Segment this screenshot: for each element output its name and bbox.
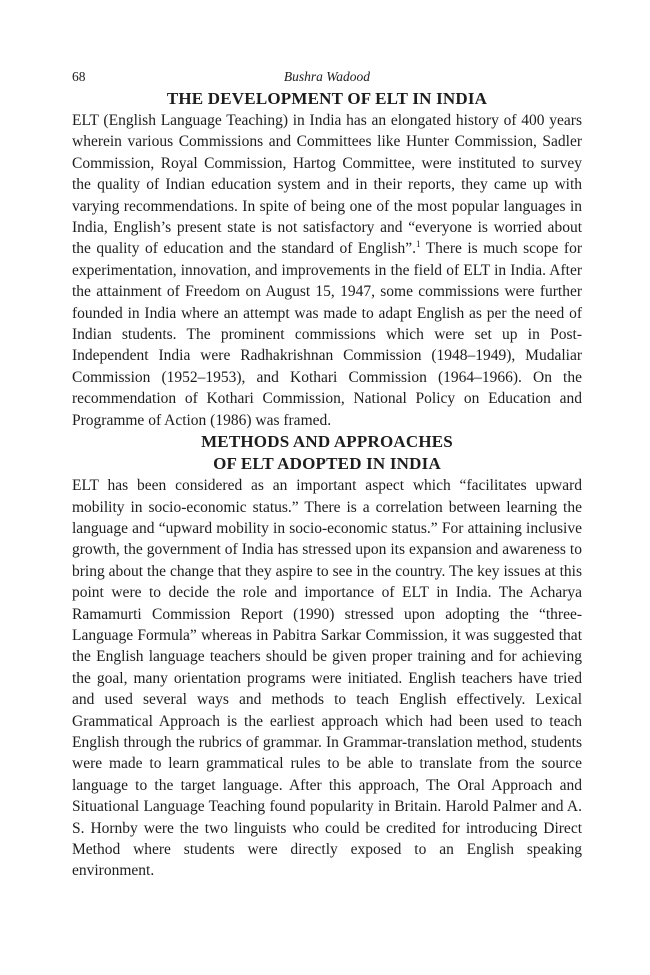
- page-number: 68: [72, 69, 86, 84]
- book-page: [72, 66, 582, 882]
- section-heading-methods-line2: OF ELT ADOPTED IN INDIA: [213, 454, 441, 474]
- running-head: [72, 66, 582, 88]
- footnote-marker: 1: [416, 239, 421, 250]
- paragraph-text-after-footnote: There is much scope for experimentation, innovation, and improvements in the field of ELT in India. After the attainment of Freedom on August 15, 1947, some commissions were further founded in India where an attempt was made to adapt English as per the need of Indian students. The prominent commissions which were set up in Post-Independent India were Radhakrishnan Commission (1948–1949), Mudaliar Commission (1952–1953), and Kothari Commission (1964–1966). On the recommendation of Kothari Commission, National Policy on Education and Programme of Action (1986) was framed.: [72, 240, 582, 429]
- paragraph-development: [72, 110, 582, 431]
- section-heading-methods-line1: METHODS AND APPROACHES: [201, 432, 453, 452]
- section-heading-methods: [72, 431, 582, 475]
- paragraph-text-before-footnote: ELT (English Language Teaching) in India has an elongated history of 400 years wherein various Commissions and Committees like Hunter Commission, Sadler Commission, Royal Commission, Hartog Committee, were instituted to survey the quality of Indian education system and in their reports, they came up with varying recommendations. In spite of being one of the most popular languages in India, English’s present state is not satisfactory and “everyone is worried about the quality of education and the standard of English”.: [72, 112, 582, 258]
- section-heading-development: THE DEVELOPMENT OF ELT IN INDIA: [166, 89, 488, 108]
- paragraph-methods: ELT has been considered as an important aspect which “facilitates upward mobility in socio-economic status.” There is a correlation between learning the language and “upward mobility in socio-economic status.” For attaining inclusive growth, the government of India has stressed upon its expansion and awareness to bring about the change that they aspire to see in the country. The key issues at this point were to decide the role and importance of ELT in India. The Acharya Ramamurti Commission Report (1990) stressed upon adopting the “three-Language Formula” whereas in Pabitra Sarkar Commission, it was suggested that the English language teachers should be given proper training and for achieving the goal, many orientation programs were initiated. English teachers have tried and used several ways and methods to teach English effectively. Lexical Grammatical Approach is the earliest approach which had been used to teach English through the rubrics of grammar. In Grammar-translation method, students were made to learn grammatical rules to be able to translate from the source language to the target language. After this approach, The Oral Approach and Situational Language Teaching found popularity in Britain. Harold Palmer and A. S. Hornby were the two linguists who could be credited for introducing Direct Method where students were directly exposed to an English speaking environment.: [72, 477, 582, 880]
- running-head-author: Bushra Wadood: [283, 69, 371, 84]
